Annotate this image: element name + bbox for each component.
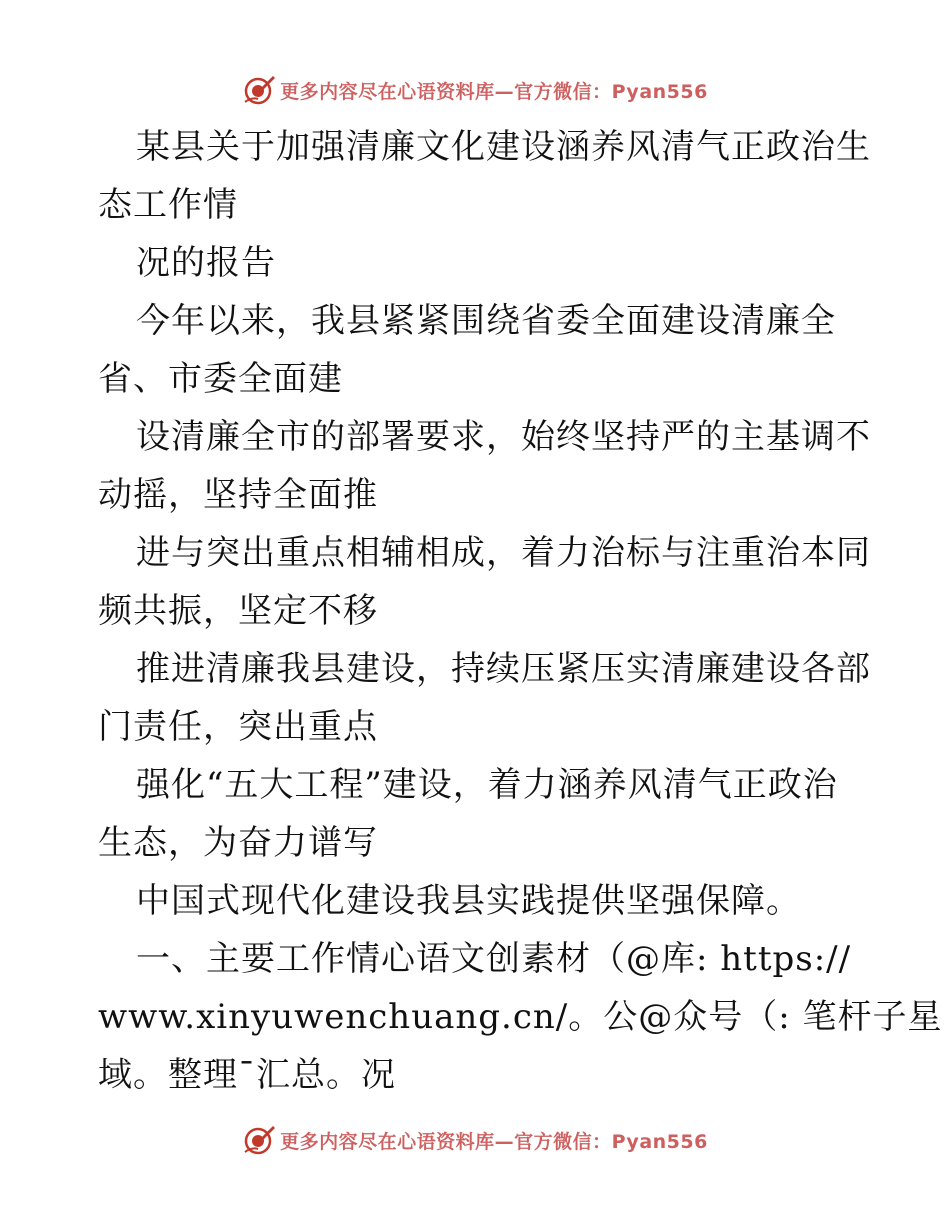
document-line: 强化“五大工程”建设，着力涵养风清气正政治	[136, 765, 838, 805]
document-line: 设清廉全市的部署要求，始终坚持严的主基调不	[136, 417, 871, 457]
document-line: 生态，为奋力谱写	[98, 823, 378, 863]
document-line: 进与突出重点相辅相成，着力治标与注重治本同	[136, 533, 871, 573]
logo-icon	[242, 1123, 276, 1157]
logo-icon	[242, 73, 276, 107]
document-line: 况的报告	[136, 243, 276, 283]
document-line: www.xinyuwenchuang.cn/。公@众号（: 笔杆子星	[98, 997, 943, 1037]
document-line: 频共振，坚定不移	[98, 591, 378, 631]
document-line: 中国式现代化建设我县实践提供坚强保障。	[136, 881, 801, 921]
watermark-banner-top	[0, 70, 950, 110]
document-line: 某县关于加强清廉文化建设涵养风清气正政治生	[136, 127, 871, 167]
document-line: 门责任，突出重点	[98, 707, 378, 747]
document-line: 推进清廉我县建设，持续压紧压实清廉建设各部	[136, 649, 871, 689]
document-line: 动摇，坚持全面推	[98, 475, 378, 515]
watermark-text: 更多内容尽在心语资料库—官方微信：Pyan556	[280, 1130, 708, 1153]
document-line: 今年以来，我县紧紧围绕省委全面建设清廉全	[136, 301, 836, 341]
document-line: 省、市委全面建	[98, 359, 343, 399]
document-line: 态工作情	[98, 185, 238, 225]
document-line: 一、主要工作情心语文创素材（@库: https://	[136, 939, 852, 979]
watermark-banner-bottom	[0, 1120, 950, 1160]
document-line: 域。整理¯汇总。况	[98, 1055, 396, 1095]
watermark-text: 更多内容尽在心语资料库—官方微信：Pyan556	[280, 80, 708, 103]
document-body	[98, 118, 943, 1104]
